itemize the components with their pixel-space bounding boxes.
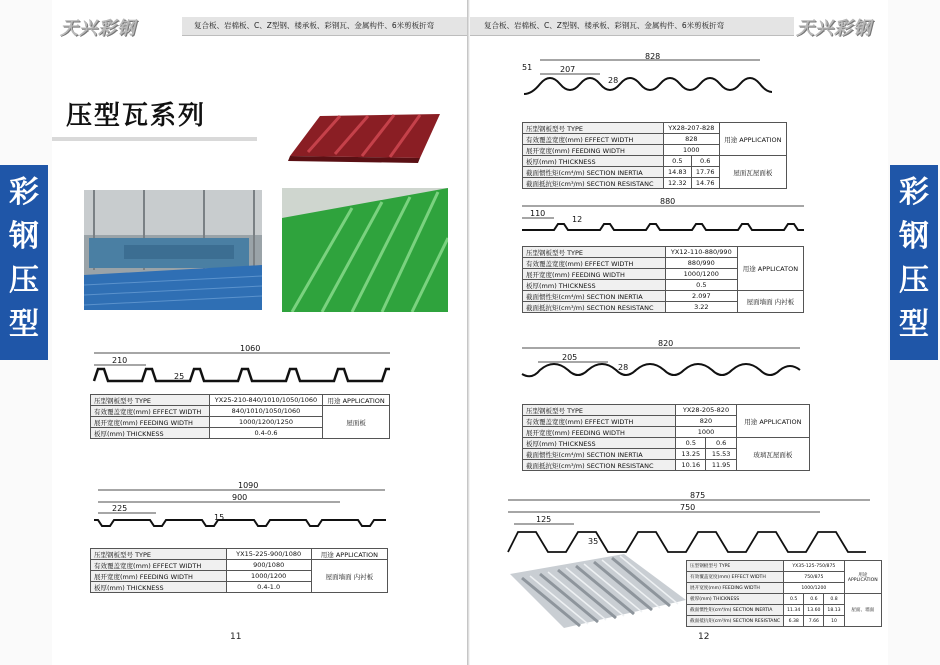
spec-value: 13.60 <box>804 605 824 616</box>
left-page <box>52 0 470 665</box>
spec-label: 截面抵抗矩(cm³/m) SECTION RESISTANC <box>523 178 664 189</box>
spec-label: 板厚(mm) THICKNESS <box>523 156 664 167</box>
application-value: 屋面墙面 内衬板 <box>311 560 387 593</box>
spec-label: 压型钢板型号 TYPE <box>91 395 210 406</box>
dim-height: 15 <box>214 513 225 522</box>
spec-label: 展开宽度(mm) FEEDING WIDTH <box>523 145 664 156</box>
dim-total: 1060 <box>240 345 261 353</box>
spec-label: 板厚(mm) THICKNESS <box>523 438 676 449</box>
spec-value: 15.53 <box>706 449 736 460</box>
spec-label: 有效覆盖宽度(mm) EFFECT WIDTH <box>91 406 210 417</box>
spec-table-yx28-205 <box>522 404 810 471</box>
spec-label: 压型钢板型号 TYPE <box>687 561 784 572</box>
spec-label: 截面惯性矩(cm⁴/m) SECTION INERTIA <box>523 167 664 178</box>
spec-value: 1000 <box>676 427 737 438</box>
spec-value: YX28-207-828 <box>663 123 719 134</box>
spec-value: 10.16 <box>676 460 706 471</box>
application-header: 用途 APPLICATION <box>323 395 390 406</box>
factory-photo <box>84 190 262 310</box>
dim-total: 1090 <box>238 481 259 490</box>
topbar: 复合板、岩棉板、C、Z型钢、楼承板、彩钢瓦、金属构件、6米剪板折弯 <box>182 17 470 36</box>
spec-label: 板厚(mm) THICKNESS <box>91 582 227 593</box>
spec-value: 11.95 <box>706 460 736 471</box>
profile-drawing-yx25 <box>90 345 400 385</box>
dim-pitch: 110 <box>530 209 546 218</box>
spec-value: 18.13 <box>824 605 844 616</box>
spec-value: 880/990 <box>665 258 737 269</box>
application-value: 玻璃瓦屋面板 <box>736 438 809 471</box>
application-header: 用途 APPLICATION <box>844 561 881 594</box>
application-value: 屋面、墙面 <box>844 594 881 627</box>
side-tab-char: 压 <box>9 263 39 298</box>
spec-label: 展开宽度(mm) FEEDING WIDTH <box>91 571 227 582</box>
dim-pitch: 225 <box>112 504 128 513</box>
application-header: 用途 APPLICATION <box>719 123 786 156</box>
dim-total: 820 <box>658 340 674 348</box>
spec-value: 0.8 <box>824 594 844 605</box>
spec-table-yx25 <box>90 394 390 439</box>
page-title: 压型瓦系列 <box>66 101 207 131</box>
profile-drawing-yx15 <box>90 480 400 532</box>
spec-label: 截面惯性矩(cm⁴/m) SECTION INERTIA <box>523 291 666 302</box>
spec-label: 截面抵抗矩(cm³/m) SECTION RESISTANC <box>687 616 784 627</box>
spec-value: 2.097 <box>665 291 737 302</box>
application-value: 屋面墙面 内衬板 <box>737 291 803 313</box>
spec-value: YX35-125-750/875 <box>784 561 844 572</box>
spec-table-yx28-207 <box>522 122 787 189</box>
spec-label: 展开宽度(mm) FEEDING WIDTH <box>523 427 676 438</box>
dim-pitch: 125 <box>536 515 552 524</box>
spec-label: 截面抵抗矩(cm³/m) SECTION RESISTANC <box>523 460 676 471</box>
spec-value: 0.5 <box>784 594 804 605</box>
spec-value: YX12-110-880/990 <box>665 247 737 258</box>
spec-value: 3.22 <box>665 302 737 313</box>
spec-value: YX25-210-840/1010/1050/1060 <box>209 395 323 406</box>
dim-edge: 51 <box>522 63 533 72</box>
side-tab-right <box>890 165 938 360</box>
side-tab-char: 压 <box>899 263 929 298</box>
application-value: 屋面瓦屋面板 <box>719 156 786 189</box>
spec-value: 820 <box>676 416 737 427</box>
dim-height: 28 <box>618 363 629 372</box>
spec-label: 压型钢板型号 TYPE <box>523 405 676 416</box>
profile-drawing-yx35 <box>500 490 880 560</box>
dim-total: 828 <box>645 52 661 61</box>
profile-drawing-yx28-207 <box>520 52 780 100</box>
spec-value: YX28-205-820 <box>676 405 737 416</box>
spec-table-yx35 <box>686 560 882 627</box>
dim-pitch: 205 <box>562 353 578 362</box>
spec-value: 1000 <box>663 145 719 156</box>
spec-value: 0.4-1.0 <box>226 582 311 593</box>
spec-value: 1000/1200 <box>226 571 311 582</box>
profile-drawing-yx12 <box>518 196 808 236</box>
spec-label: 截面惯性矩(cm⁴/m) SECTION INERTIA <box>687 605 784 616</box>
dim-sub: 750 <box>680 503 696 512</box>
spec-label: 压型钢板型号 TYPE <box>523 247 666 258</box>
title-underline <box>52 137 257 141</box>
dim-pitch: 207 <box>560 65 576 74</box>
application-header: 用途 APPLICATION <box>311 549 387 560</box>
spec-value: 0.6 <box>691 156 719 167</box>
spec-label: 有效覆盖宽度(mm) EFFECT WIDTH <box>523 258 666 269</box>
application-header: 用途 APPLICATION <box>736 405 809 438</box>
spec-value: 0.6 <box>804 594 824 605</box>
spec-value: YX15-225-900/1080 <box>226 549 311 560</box>
spec-value: 1000/1200 <box>665 269 737 280</box>
spec-label: 有效覆盖宽度(mm) EFFECT WIDTH <box>91 560 227 571</box>
spec-label: 截面抵抗矩(cm³/m) SECTION RESISTANC <box>523 302 666 313</box>
spec-label: 板厚(mm) THICKNESS <box>91 428 210 439</box>
spec-label: 有效覆盖宽度(mm) EFFECT WIDTH <box>687 572 784 583</box>
dim-height: 12 <box>572 215 583 224</box>
spec-label: 板厚(mm) THICKNESS <box>687 594 784 605</box>
side-tab-char: 型 <box>9 307 39 342</box>
application-value: 屋面板 <box>323 406 390 439</box>
side-tab-char: 彩 <box>9 175 39 210</box>
spec-value: 0.5 <box>663 156 691 167</box>
spec-value: 10 <box>824 616 844 627</box>
spec-value: 14.83 <box>663 167 691 178</box>
spec-value: 1000/1200 <box>784 583 844 594</box>
side-tab-char: 型 <box>899 307 929 342</box>
dim-height: 28 <box>608 76 619 85</box>
spec-table-yx15 <box>90 548 388 593</box>
right-page <box>470 0 888 665</box>
spec-label: 压型钢板型号 TYPE <box>91 549 227 560</box>
dim-height: 35 <box>588 537 599 546</box>
spec-value: 0.6 <box>706 438 736 449</box>
spec-label: 有效覆盖宽度(mm) EFFECT WIDTH <box>523 134 664 145</box>
side-tab-char: 彩 <box>899 175 929 210</box>
spec-label: 压型钢板型号 TYPE <box>523 123 664 134</box>
page-number: 12 <box>698 632 710 642</box>
spec-value: 7.66 <box>804 616 824 627</box>
application-header: 用途 APPLICATON <box>737 247 803 291</box>
dim-height: 25 <box>174 372 185 381</box>
spec-value: 6.38 <box>784 616 804 627</box>
brand-logo: 天兴彩钢 <box>60 18 136 39</box>
spec-value: 828 <box>663 134 719 145</box>
profile-drawing-yx28-205 <box>518 340 808 384</box>
green-sheet-photo <box>282 188 448 312</box>
spec-label: 板厚(mm) THICKNESS <box>523 280 666 291</box>
spec-value: 0.4-0.6 <box>209 428 323 439</box>
dim-total: 880 <box>660 197 676 206</box>
brand-logo: 天兴彩钢 <box>796 18 872 39</box>
spec-label: 有效覆盖宽度(mm) EFFECT WIDTH <box>523 416 676 427</box>
spec-table-yx12 <box>522 246 804 313</box>
spec-label: 展开宽度(mm) FEEDING WIDTH <box>91 417 210 428</box>
side-tab-char: 钢 <box>899 219 929 254</box>
spec-value: 17.76 <box>691 167 719 178</box>
side-tab-char: 钢 <box>9 219 39 254</box>
spec-value: 0.5 <box>676 438 706 449</box>
spec-value: 750/875 <box>784 572 844 583</box>
silver-sheet-photo <box>504 552 689 630</box>
spec-value: 900/1080 <box>226 560 311 571</box>
spec-value: 11.34 <box>784 605 804 616</box>
spec-value: 14.76 <box>691 178 719 189</box>
dim-total: 875 <box>690 491 706 500</box>
dim-pitch: 210 <box>112 356 128 365</box>
red-sheet-photo <box>280 108 450 166</box>
spec-value: 12.32 <box>663 178 691 189</box>
topbar: 复合板、岩棉板、C、Z型钢、楼承板、彩钢瓦、金属构件、6米剪板折弯 <box>470 17 794 36</box>
spec-value: 0.5 <box>665 280 737 291</box>
spec-value: 13.25 <box>676 449 706 460</box>
spec-label: 截面惯性矩(cm⁴/m) SECTION INERTIA <box>523 449 676 460</box>
spec-value: 1000/1200/1250 <box>209 417 323 428</box>
spec-value: 840/1010/1050/1060 <box>209 406 323 417</box>
dim-sub: 900 <box>232 493 248 502</box>
side-tab-left <box>0 165 48 360</box>
spec-label: 展开宽度(mm) FEEDING WIDTH <box>523 269 666 280</box>
page-number: 11 <box>230 632 242 642</box>
spec-label: 展开宽度(mm) FEEDING WIDTH <box>687 583 784 594</box>
